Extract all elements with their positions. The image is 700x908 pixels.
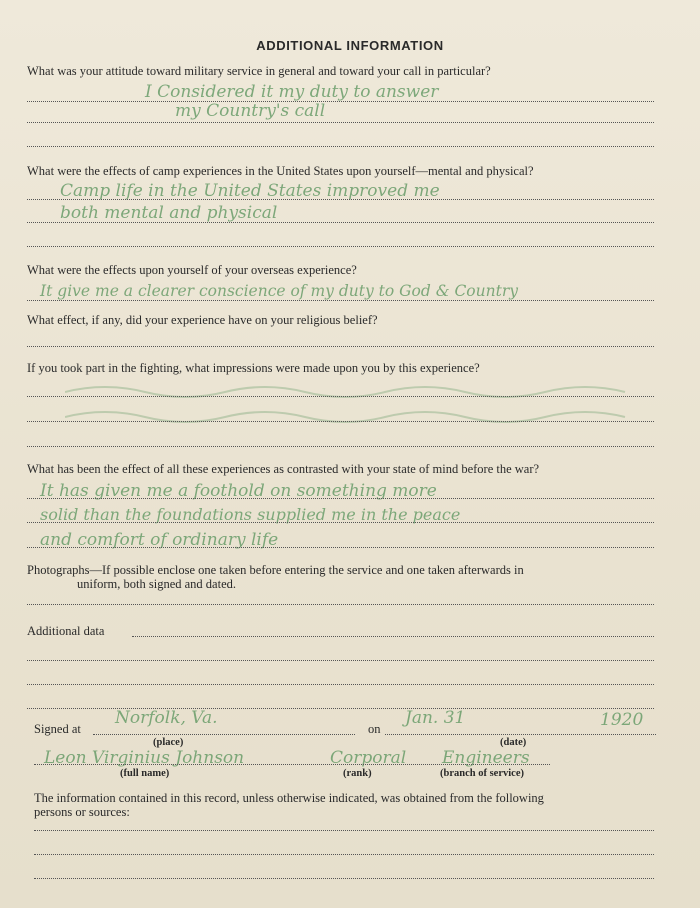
answer-line xyxy=(27,522,654,523)
question-state-of-mind: What has been the effect of all these experiences as contrasted with your state of mind before the war? xyxy=(27,462,540,476)
answer-line xyxy=(27,446,654,447)
answer-line xyxy=(27,146,654,147)
answer-line xyxy=(27,300,654,301)
date-caption: (date) xyxy=(500,737,527,748)
answer-line xyxy=(34,830,654,831)
answer-line xyxy=(27,660,654,661)
date-line xyxy=(385,734,656,735)
answer-line xyxy=(27,396,654,397)
question-camp-effects: What were the effects of camp experiences in the United States upon yourself—mental and physical? xyxy=(27,164,534,178)
faded-scribble-marks xyxy=(65,372,665,442)
question-religious-belief: What effect, if any, did your experience have on your religious belief? xyxy=(27,313,378,327)
sources-text-line1: The information contained in this record, unless otherwise indicated, was obtained from the following xyxy=(34,791,544,805)
signed-place-value: Norfolk, Va. xyxy=(115,708,218,728)
name-rank-line xyxy=(34,764,550,765)
additional-data-label: Additional data xyxy=(27,624,105,638)
branch-caption: (branch of service) xyxy=(440,768,524,779)
photographs-instruction-line1: Photographs—If possible enclose one taken before entering the service and one taken afterwards in xyxy=(27,563,524,577)
answer-line xyxy=(34,854,654,855)
question-fighting-impressions: If you took part in the fighting, what impressions were made upon you by this experience? xyxy=(27,361,480,375)
answer-camp-effects-1: Camp life in the United States improved me xyxy=(60,181,440,201)
signed-at-label: Signed at xyxy=(34,722,81,736)
rank-value: Corporal xyxy=(330,748,407,768)
question-military-attitude: What was your attitude toward military service in general and toward your call in particular? xyxy=(27,64,491,78)
signed-year-value: 1920 xyxy=(600,710,644,730)
answer-line xyxy=(34,878,654,879)
answer-line xyxy=(27,222,654,223)
answer-line xyxy=(27,547,654,548)
answer-line xyxy=(27,604,654,605)
answer-camp-effects-2: both mental and physical xyxy=(60,203,278,223)
answer-state-of-mind-2: solid than the foundations supplied me in the peace xyxy=(40,505,461,524)
full-name-caption: (full name) xyxy=(120,768,170,779)
form-title: ADDITIONAL INFORMATION xyxy=(256,38,444,53)
answer-line xyxy=(27,684,654,685)
question-overseas-effects: What were the effects upon yourself of your overseas experience? xyxy=(27,263,357,277)
photographs-instruction-line2: uniform, both signed and dated. xyxy=(77,577,236,591)
answer-state-of-mind-1: It has given me a foothold on something more xyxy=(40,481,437,501)
answer-military-attitude-1: I Considered it my duty to answer xyxy=(145,82,439,102)
on-label: on xyxy=(368,722,381,736)
answer-line xyxy=(27,498,654,499)
answer-line xyxy=(27,101,654,102)
branch-value: Engineers xyxy=(442,748,530,768)
rank-caption: (rank) xyxy=(343,768,372,779)
answer-line xyxy=(27,421,654,422)
answer-line xyxy=(132,636,654,637)
full-name-value: Leon Virginius Johnson xyxy=(44,748,245,768)
answer-line xyxy=(27,246,654,247)
answer-line xyxy=(27,199,654,200)
place-line xyxy=(93,734,355,735)
answer-military-attitude-2: my Country's call xyxy=(175,101,326,121)
answer-state-of-mind-3: and comfort of ordinary life xyxy=(40,530,279,550)
place-caption: (place) xyxy=(153,737,184,748)
signed-date-value: Jan. 31 xyxy=(405,708,466,728)
answer-line xyxy=(27,346,654,347)
answer-overseas-effects: It give me a clearer conscience of my duty to God & Country xyxy=(40,282,518,300)
sources-text-line2: persons or sources: xyxy=(34,805,130,819)
answer-line xyxy=(27,122,654,123)
